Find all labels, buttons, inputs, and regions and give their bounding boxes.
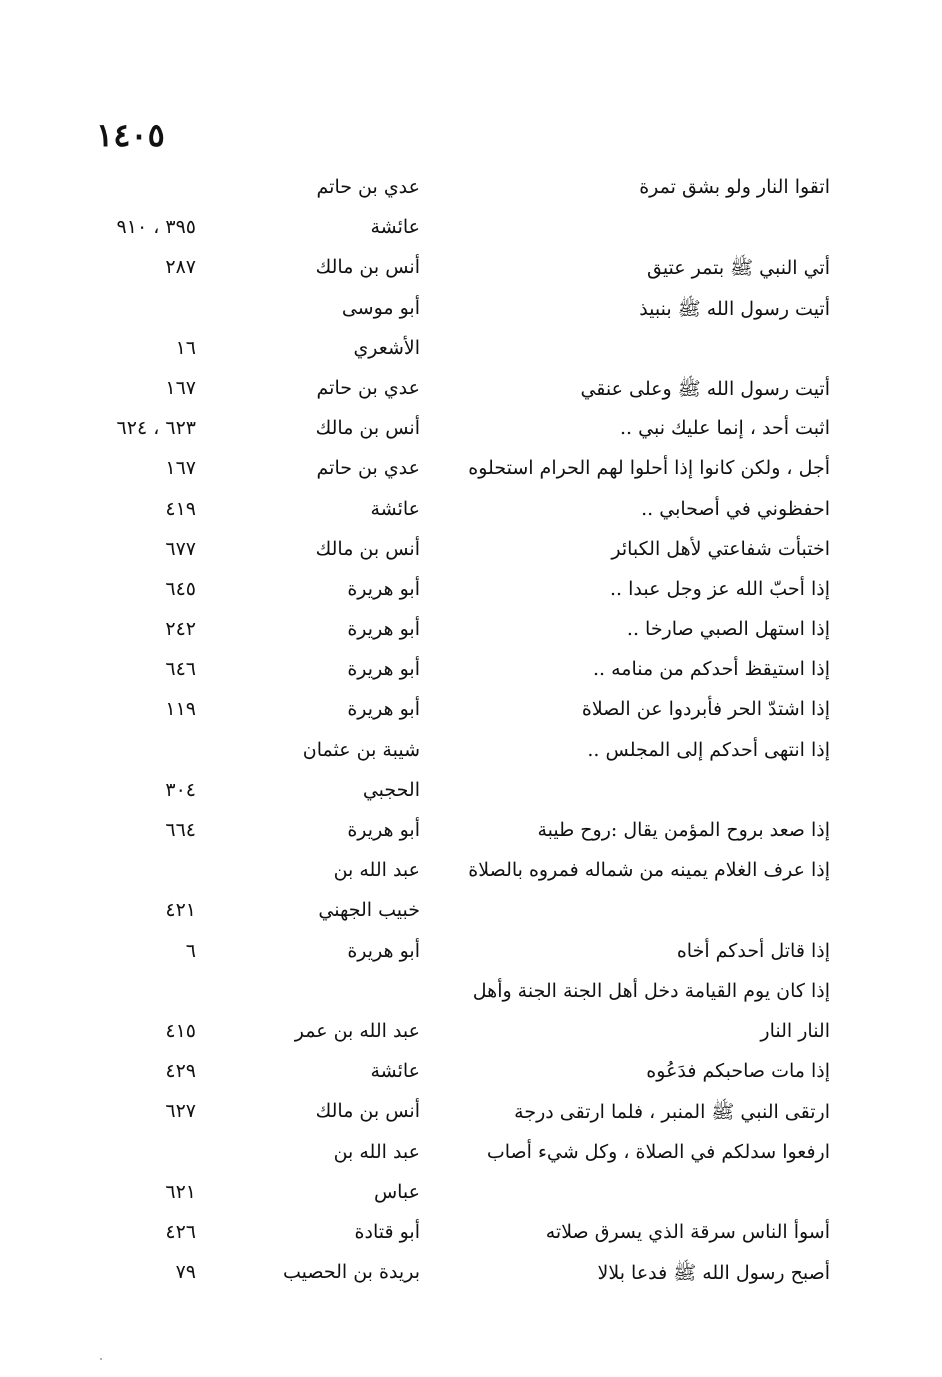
narrator-name: الحجبي [362, 778, 420, 801]
narrator-name: أبو هريرة [347, 939, 420, 962]
page-refs: ٦٤٦ [165, 658, 196, 681]
hadith-text: ارتقى النبي ﷺ المنبر ، فلما ارتقى درجة [514, 1101, 830, 1124]
index-row [0, 1135, 942, 1175]
page-refs: ١١٩ [165, 698, 196, 721]
index-row [0, 532, 942, 572]
hadith-text: احفظوني في أصحابي .. [641, 497, 830, 520]
page-refs: ١٦٧ [165, 457, 196, 480]
hadith-text: إذا أحبّ الله عز وجل عبدا .. [609, 577, 830, 600]
index-row [0, 733, 942, 773]
hadith-text: إذا استيقظ أحدكم من منامه .. [593, 658, 830, 681]
hadith-text: أسوأ الناس سرقة الذي يسرق صلاته [545, 1220, 830, 1243]
hadith-text: إذا عرف الغلام يمينه من شماله فمروه بالصلاة [468, 859, 830, 882]
index-row [0, 934, 942, 974]
index-row [0, 692, 942, 732]
hadith-text: إذا صعد بروح المؤمن يقال :روح طيبة [537, 819, 830, 841]
page-refs: ٦٤٥ [165, 577, 196, 600]
index-row [0, 1014, 942, 1054]
hadith-text: إذا كان يوم القيامة دخل أهل الجنة الجنة وأهل [472, 979, 830, 1002]
narrator-name: أبو هريرة [347, 618, 420, 641]
index-row [0, 773, 942, 813]
index-row [0, 1215, 942, 1255]
hadith-text: أتيت رسول الله ﷺ بنبيذ [639, 297, 830, 320]
hadith-text: أتي النبي ﷺ بتمر عتيق [646, 257, 830, 280]
index-row [0, 170, 942, 210]
hadith-text: اتقوا النار ولو بشق تمرة [639, 176, 830, 198]
narrator-name: بريدة بن الحصيب [282, 1261, 420, 1284]
hadith-text: إذا انتهى أحدكم إلى المجلس .. [587, 738, 830, 761]
index-row [0, 893, 942, 933]
index-row [0, 331, 942, 371]
index-row [0, 652, 942, 692]
narrator-name: أبو هريرة [347, 698, 420, 721]
page-refs: ٢٨٧ [165, 256, 196, 279]
narrator-name: عبد الله بن [333, 859, 420, 882]
index-row [0, 371, 942, 411]
narrator-name: أنس بن مالك [315, 1100, 420, 1123]
narrator-name: أنس بن مالك [315, 537, 420, 560]
narrator-name: عباس [373, 1180, 420, 1203]
index-row [0, 492, 942, 532]
index-row [0, 1255, 942, 1295]
index-row [0, 612, 942, 652]
page-refs: ٣٠٤ [165, 778, 196, 801]
index-row [0, 974, 942, 1014]
page-refs: ١٦ [175, 336, 196, 359]
page-refs: ٦٦٤ [165, 819, 196, 841]
index-table [0, 170, 942, 1295]
index-row [0, 451, 942, 491]
hadith-text: اثبت أحد ، إنما عليك نبي .. [620, 417, 830, 440]
hadith-text: النار النار [760, 1019, 830, 1042]
hadith-text: إذا مات صاحبكم فدَعُوه [646, 1060, 830, 1083]
page-refs: ٦ [185, 939, 196, 962]
index-row [0, 572, 942, 612]
narrator-name: عائشة [370, 216, 420, 239]
page-number: ١٤٠٥ [96, 116, 165, 154]
hadith-text: إذا قاتل أحدكم أخاه [676, 939, 830, 962]
page-refs: ٤١٩ [165, 497, 196, 520]
page-refs: ٤١٥ [165, 1019, 196, 1042]
hadith-text: اختبأت شفاعتي لأهل الكبائر [611, 537, 830, 560]
narrator-name: أبو هريرة [347, 577, 420, 600]
hadith-text: ارفعوا سدلكم في الصلاة ، وكل شيء أصاب [486, 1140, 830, 1163]
narrator-name: عبد الله بن [333, 1140, 420, 1163]
hadith-text: إذا اشتدّ الحر فأبردوا عن الصلاة [581, 698, 830, 721]
narrator-name: عائشة [370, 497, 420, 520]
page-refs: ٦٢٣ ، ٦٢٤ [116, 417, 196, 440]
page-refs: ٦٢٧ [165, 1100, 196, 1123]
page-refs: ٦٧٧ [165, 537, 196, 560]
index-row [0, 291, 942, 331]
index-row [0, 411, 942, 451]
page-refs: ٢٤٢ [165, 618, 196, 641]
index-row [0, 1094, 942, 1134]
index-row [0, 813, 942, 853]
scan-speck [100, 1358, 102, 1360]
hadith-text: أجل ، ولكن كانوا إذا أحلوا لهم الحرام استحلوه [468, 457, 830, 480]
hadith-text: أصبح رسول الله ﷺ فدعا بلالا [597, 1262, 830, 1285]
narrator-name: أبو موسى [341, 296, 420, 319]
narrator-name: أبو هريرة [347, 819, 420, 841]
index-row [0, 1054, 942, 1094]
narrator-name: عائشة [370, 1060, 420, 1083]
hadith-text: إذا استهل الصبي صارخا .. [626, 618, 830, 641]
index-row [0, 210, 942, 250]
index-row [0, 1175, 942, 1215]
page-refs: ٤٢١ [165, 899, 196, 922]
narrator-name: شيبة بن عثمان [302, 738, 420, 761]
index-row [0, 250, 942, 290]
page-refs: ٦٢١ [165, 1180, 196, 1203]
narrator-name: الأشعري [353, 336, 420, 359]
index-row [0, 853, 942, 893]
narrator-name: عبد الله بن عمر [294, 1019, 420, 1042]
narrator-name: أبو هريرة [347, 658, 420, 681]
narrator-name: عدي بن حاتم [316, 176, 420, 198]
narrator-name: عدي بن حاتم [316, 457, 420, 480]
page-refs: ٤٢٦ [165, 1220, 196, 1243]
narrator-name: عدي بن حاتم [316, 376, 420, 399]
hadith-text: أتيت رسول الله ﷺ وعلى عنقي [580, 377, 830, 400]
narrator-name: أبو قتادة [354, 1220, 420, 1243]
page-refs: ١٦٧ [165, 376, 196, 399]
page-refs: ٤٢٩ [165, 1060, 196, 1083]
page-refs: ٣٩٥ ، ٩١٠ [116, 216, 196, 239]
narrator-name: أنس بن مالك [315, 417, 420, 440]
page-refs: ٧٩ [175, 1261, 196, 1284]
narrator-name: خبيب الجهني [318, 899, 420, 922]
narrator-name: أنس بن مالك [315, 256, 420, 279]
